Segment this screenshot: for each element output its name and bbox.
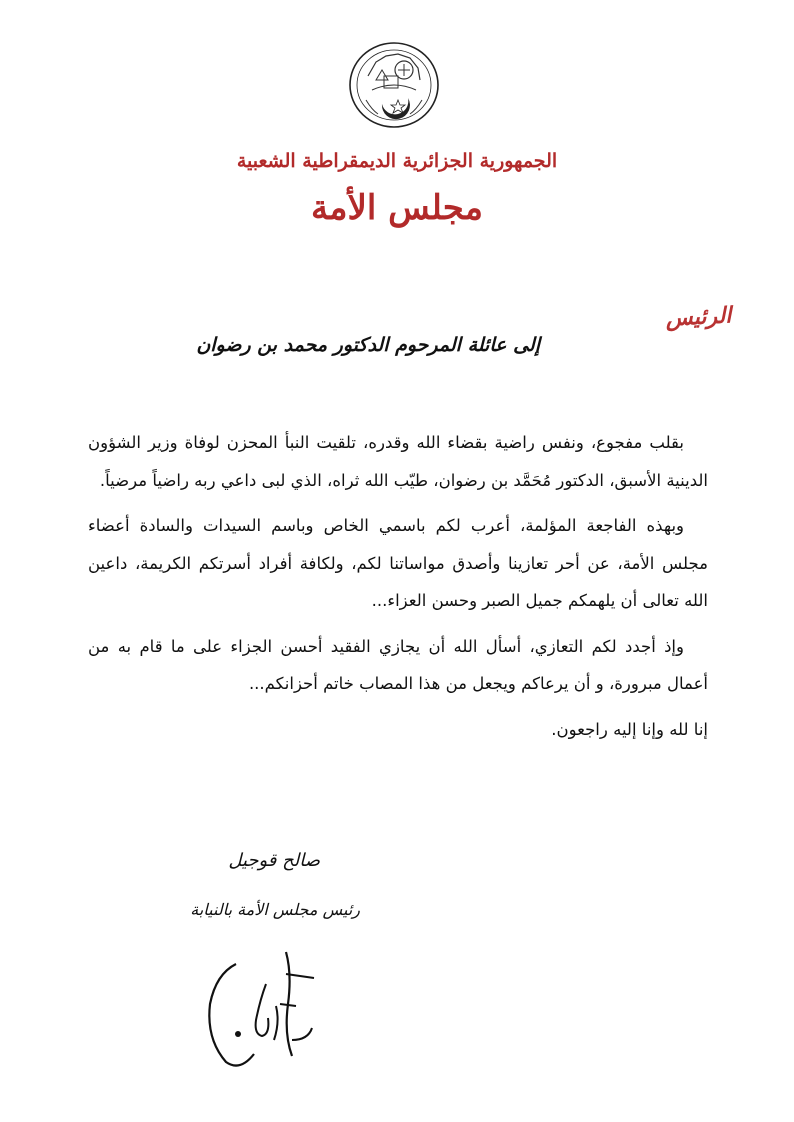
body-paragraph-1: بقلب مفجوع، ونفس راضية بقضاء الله وقدره، تلقيت النبأ المحزن لوفاة وزير الشؤون الدينية الأسبق، الدكتور مُحَمَّد بن رضوان، طيّب الله ثراه، الذي لبى داعي ربه راضياً مرضياً.: [88, 433, 708, 490]
state-seal: [346, 40, 442, 130]
body-paragraph-2: وبهذه الفاجعة المؤلمة، أعرب لكم باسمي الخاص وباسم السيدات والسادة أعضاء مجلس الأمة، عن أحر تعازينا وأصدق مواساتنا لكم، ولكافة أفراد أسرتكم الكريمة، داعين الله تعالى أن يلهمكم جميل الصبر وحسن العزاء...: [88, 516, 708, 610]
signer-name: صالح قوجيل: [228, 850, 320, 871]
closing-line: إنا لله وإنا إليه راجعون.: [551, 719, 708, 739]
recipient-line: إلى عائلة المرحوم الدكتور محمد بن رضوان: [196, 334, 540, 356]
letter-body: [88, 424, 708, 756]
body-paragraph-3: وإذ أجدد لكم التعازي، أسأل الله أن يجازي الفقيد أحسن الجزاء على ما قام به من أعمال مبرورة، و أن يرعاكم ويجعل من هذا المصاب خاتم أحزانكم...: [88, 636, 708, 693]
letterhead-council: مجلس الأمة: [311, 188, 483, 228]
emblem-icon: [346, 40, 442, 130]
handwritten-signature: [196, 944, 326, 1074]
signer-title: رئيس مجلس الأمة بالنيابة: [190, 900, 360, 919]
letterhead-republic: الجمهورية الجزائرية الديمقراطية الشعبية: [236, 150, 558, 172]
president-tag: الرئيس: [664, 302, 732, 332]
